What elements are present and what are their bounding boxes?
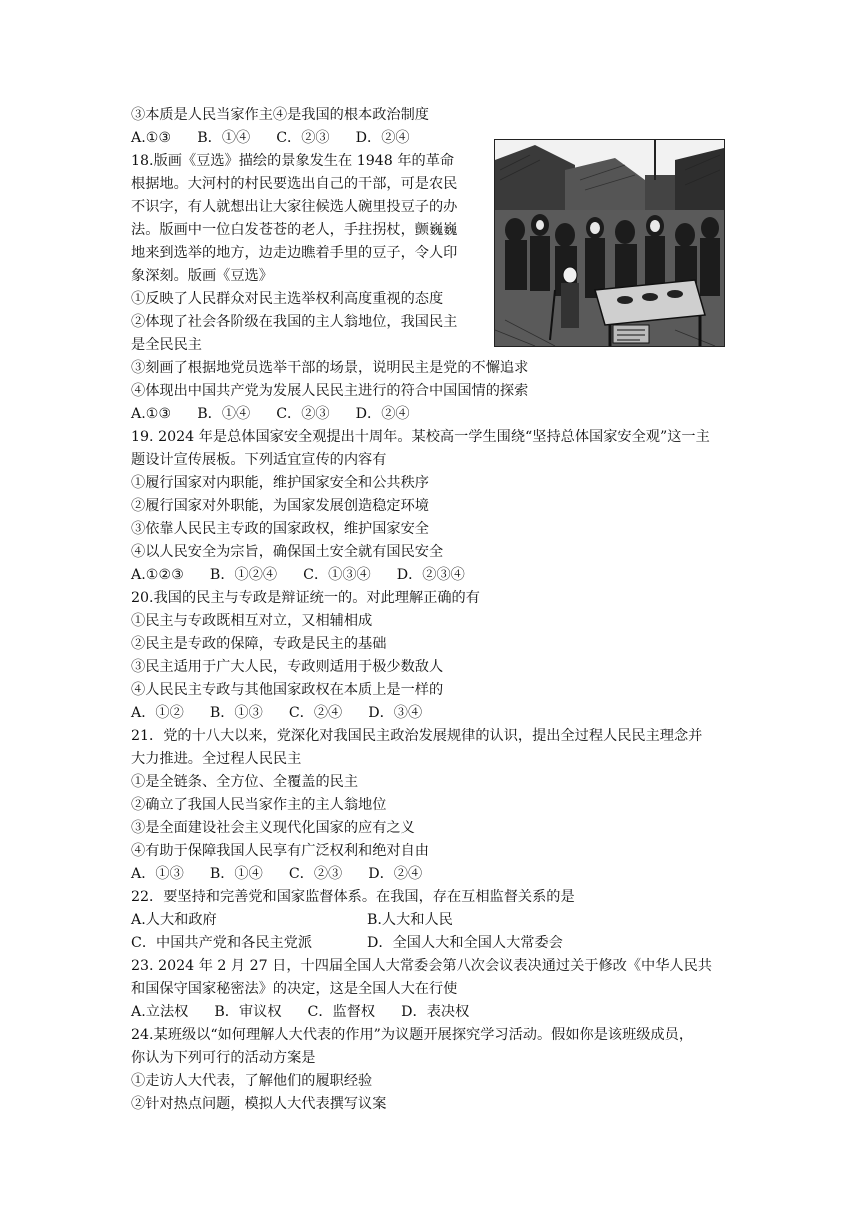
option-a: A．①② (131, 705, 184, 721)
q23-stem-line: 23. 2024 年 2 月 27 日，十四届全国人大常委会第八次会议表决通过关于修改《中华人民共 (131, 958, 712, 974)
option-c: C．②③ (276, 130, 330, 146)
q22-option-b: B.人大和人民 (367, 912, 453, 928)
q18-stem-line: 地来到选举的地方，边走边瞧着手里的豆子，令人印 (131, 245, 458, 261)
option-c: C．①③④ (303, 567, 371, 583)
q20-statement-3: ③民主适用于广大人民，专政则适用于极少数敌人 (131, 659, 444, 675)
option-b: B．①④ (197, 406, 251, 422)
q20-statement-2: ②民主是专政的保障，专政是民主的基础 (131, 636, 387, 652)
q23-options (131, 1002, 495, 1024)
option-b: B．①②④ (209, 567, 278, 583)
q19-options (131, 565, 491, 587)
q17-statement-3-4: ③本质是人民当家作主④是我国的根本政治制度 (131, 107, 429, 123)
option-d: D．②④ (355, 406, 410, 422)
q18-statement-2-cont: 是全民民主 (131, 337, 202, 353)
q20-stem: 20.我国的民主与专政是辩证统一的。对此理解正确的有 (131, 590, 480, 606)
q24-statement-2: ②针对热点问题，模拟人大代表撰写议案 (131, 1096, 387, 1112)
option-d: D．③④ (368, 705, 423, 721)
q21-statement-1: ①是全链条、全方位、全覆盖的民主 (131, 774, 359, 790)
option-b: B．审议权 (214, 1004, 282, 1020)
q18-statement-4: ④体现出中国共产党为发展人民民主进行的符合中国国情的探索 (131, 383, 529, 399)
option-d: D．②③④ (396, 567, 465, 583)
q18-stem-line: 法。版画中一位白发苍苍的老人，手拄拐杖，颤巍巍 (131, 222, 458, 238)
option-a: A.立法权 (131, 1004, 189, 1020)
option-a: A．①③ (131, 866, 184, 882)
option-c: C．②③ (288, 866, 343, 882)
q21-statement-4: ④有助于保障我国人民享有广泛权利和绝对自由 (131, 843, 429, 859)
q18-stem-line: 不识字，有人就想出让大家往候选人碗里投豆子的办 (131, 199, 458, 215)
q24-statement-1: ①走访人大代表，了解他们的履职经验 (131, 1073, 373, 1089)
option-c: C．②④ (288, 705, 343, 721)
option-b: B．①③ (209, 705, 263, 721)
q22-option-d: D．全国人大和全国人大常委会 (367, 935, 563, 951)
option-d: D．②④ (355, 130, 410, 146)
q18-stem-line: 18.版画《豆选》描绘的景象发生在 1948 年的革命 (131, 153, 455, 169)
q19-stem-line: 题设计宣传展板。下列适宜宣传的内容有 (131, 452, 387, 468)
option-d: D．表决权 (401, 1004, 470, 1020)
q17-options (131, 128, 436, 150)
q19-statement-3: ③依靠人民民主专政的国家政权，维护国家安全 (131, 521, 429, 537)
q21-options (131, 864, 448, 886)
option-c: C．②③ (276, 406, 330, 422)
q19-statement-4: ④以人民安全为宗旨，确保国土安全就有国民安全 (131, 544, 444, 560)
q18-statement-1: ①反映了人民群众对民主选举权利高度重视的态度 (131, 291, 444, 307)
q19-statement-1: ①履行国家对内职能，维护国家安全和公共秩序 (131, 475, 429, 491)
q18-stem-line: 根据地。大河村的村民要选出自己的干部，可是农民 (131, 176, 458, 192)
q24-stem-line: 24.某班级以“如何理解人大代表的作用”为议题开展探究学习活动。假如你是该班级成员， (131, 1027, 694, 1043)
q21-stem-line: 21．党的十八大以来，党深化对我国民主政治发展规律的认识，提出全过程人民民主理念并 (131, 728, 703, 744)
option-b: B．①④ (197, 130, 251, 146)
q18-options (131, 404, 436, 426)
q22-option-a: A.人大和政府 (131, 912, 217, 928)
q22-option-c: C．中国共产党和各民主党派 (131, 935, 313, 951)
q19-statement-2: ②履行国家对外职能，为国家发展创造稳定环境 (131, 498, 429, 514)
bean-election-woodcut-image (494, 139, 725, 347)
option-b: B．①④ (209, 866, 263, 882)
q18-statement-3: ③刻画了根据地党员选举干部的场景，说明民主是党的不懈追求 (131, 360, 529, 376)
q18-statement-2: ②体现了社会各阶级在我国的主人翁地位，我国民主 (131, 314, 458, 330)
q21-stem-line: 大力推进。全过程人民民主 (131, 751, 302, 767)
q21-statement-3: ③是全面建设社会主义现代化国家的应有之义 (131, 820, 415, 836)
q21-statement-2: ②确立了我国人民当家作主的主人翁地位 (131, 797, 387, 813)
q20-options (131, 703, 448, 725)
q23-stem-line: 和国保守国家秘密法》的决定，这是全国人大在行使 (131, 981, 458, 997)
option-a: A.①③ (131, 130, 172, 146)
q20-statement-4: ④人民民主专政与其他国家政权在本质上是一样的 (131, 682, 444, 698)
q20-statement-1: ①民主与专政既相互对立，又相辅相成 (131, 613, 373, 629)
option-d: D．②④ (368, 866, 423, 882)
q19-stem-line: 19. 2024 年是总体国家安全观提出十周年。某校高一学生围绕“坚持总体国家安全观”这一主 (131, 429, 710, 445)
option-a: A.①②③ (131, 567, 184, 583)
q18-stem-line: 象深刻。版画《豆选》 (131, 268, 273, 284)
q24-stem-line: 你认为下列可行的活动方案是 (131, 1050, 316, 1066)
option-c: C．监督权 (307, 1004, 376, 1020)
option-a: A.①③ (131, 406, 172, 422)
q22-stem: 22．要坚持和完善党和国家监督体系。在我国，存在互相监督关系的是 (131, 889, 575, 905)
